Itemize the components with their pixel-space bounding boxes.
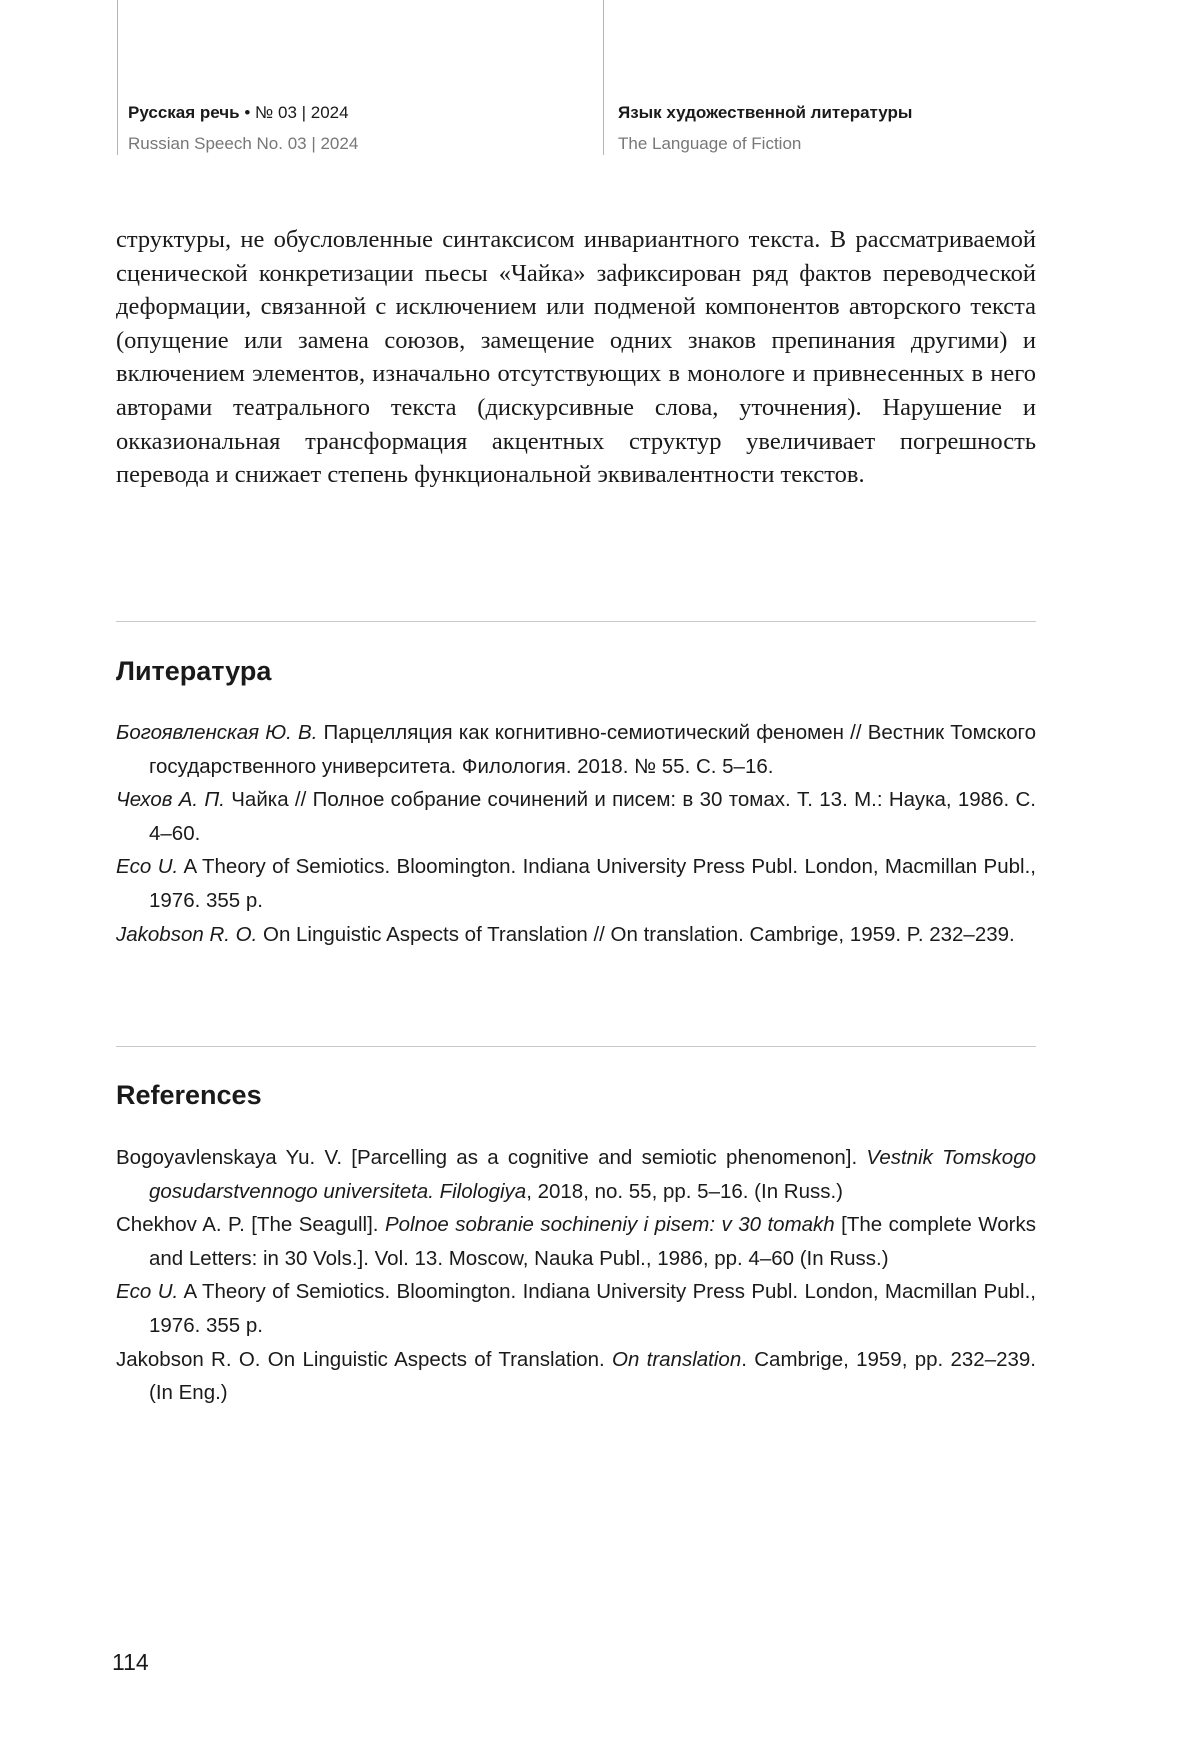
literature-item (116, 918, 1036, 952)
literature-text: Парцелляция как когнитивно-семиотический феномен // Вестник Томского государственного университета. Филология. 2018. № 55. С. 5–16. (149, 721, 1036, 778)
literature-author: Чехов А. П. (116, 788, 225, 812)
journal-name-en: Russian Speech No. 03 | 2024 (128, 134, 359, 153)
journal-title-line (128, 102, 358, 124)
reference-text: , 2018, no. 55, pp. 5–16. (In Russ.) (526, 1179, 844, 1203)
reference-item (116, 1208, 1036, 1275)
literature-heading: Литература (116, 656, 272, 686)
reference-source-title: On translation (612, 1347, 742, 1371)
reference-item (116, 1343, 1036, 1410)
page-number: 114 (112, 1649, 149, 1675)
section-name-ru: Язык художественной литературы (618, 103, 913, 122)
reference-item (116, 1141, 1036, 1208)
literature-text: Чайка // Полное собрание сочинений и писем: в 30 томах. Т. 13. М.: Наука, 1986. С. 4–60. (149, 788, 1036, 845)
running-header-journal (128, 102, 358, 155)
section-name-en: The Language of Fiction (618, 134, 802, 153)
reference-author: Eco U. (116, 1280, 179, 1304)
literature-author: Богоявленская Ю. В. (116, 721, 318, 744)
literature-item (116, 850, 1036, 917)
issue-number-ru: № 03 | 2024 (255, 103, 349, 122)
references-list (116, 1141, 1036, 1410)
divider-literature (116, 621, 1036, 622)
reference-text: Chekhov A. P. [The Seagull]. (116, 1213, 385, 1237)
references-heading: References (116, 1080, 262, 1110)
literature-item (116, 716, 1036, 783)
literature-author: Jakobson R. O. (116, 922, 258, 946)
literature-text: On Linguistic Aspects of Translation // On translation. Cambrige, 1959. P. 232–239. (257, 922, 1015, 946)
divider-references (116, 1046, 1036, 1047)
reference-text: . Cambrige, 1959, pp. 232–239. (In Eng.) (149, 1347, 1037, 1405)
literature-text: A Theory of Semiotics. Bloomington. Indiana University Press Publ. London, Macmillan Publ., 1976. 355 p. (149, 855, 1036, 912)
section-name-ru-line (618, 102, 912, 124)
reference-text: [The complete Works and Letters: in 30 Vols.]. Vol. 13. Moscow, Nauka Publ., 1986, pp. 4–60 (In Russ.) (149, 1213, 1036, 1270)
journal-name-ru: Русская речь (128, 103, 240, 122)
header-divider-left (117, 0, 118, 155)
reference-source-title: Vestnik Tomskogo gosudarstvennogo universiteta. Filologiya (149, 1146, 1036, 1203)
literature-item (116, 783, 1036, 850)
body-paragraph: структуры, не обусловленные синтаксисом инвариантного текста. В рассматриваемой сценической конкретизации пьесы «Чайка» зафиксирован ряд фактов переводческой деформации, связанной с исключением или подменой компонентов авторского текста (опущение или замена союзов, замещение одних знаков препинания другими) и включением элементов, изначально отсутствующих в монологе и привнесенных в него авторами театрального текста (дискурсивные слова, уточнения). Нарушение и окказиональная трансформация акцентных структур увеличивает погрешность перевода и снижает степень функциональной эквивалентности текстов. (116, 226, 1036, 489)
header-bullet: • (239, 103, 256, 122)
header-divider-middle (603, 0, 604, 155)
reference-text: A Theory of Semiotics. Bloomington. Indiana University Press Publ. London, Macmillan Publ., 1976. 355 p. (149, 1280, 1036, 1337)
reference-source-title: Polnoe sobranie sochineniy i pisem: v 30 tomakh (384, 1213, 835, 1237)
reference-text: Jakobson R. O. On Linguistic Aspects of Translation. (116, 1347, 612, 1371)
literature-list (116, 716, 1036, 951)
reference-text: Bogoyavlenskaya Yu. V. [Parcelling as a cognitive and semiotic phenomenon]. (116, 1146, 867, 1169)
literature-author: Eco U. (116, 855, 179, 879)
reference-item (116, 1275, 1036, 1342)
running-header-section (618, 102, 912, 155)
